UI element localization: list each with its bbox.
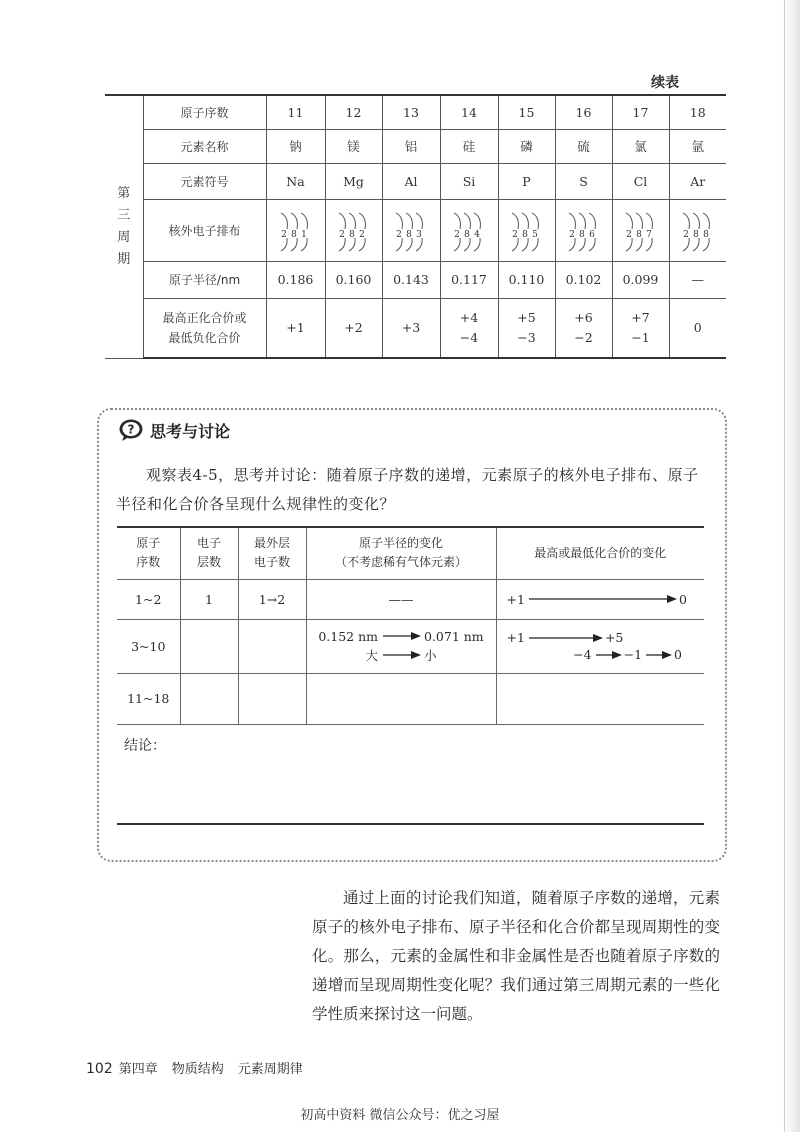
right-arrow-icon	[527, 594, 677, 604]
valence-cell	[498, 298, 555, 358]
page-footer	[86, 1058, 303, 1077]
discussion-header-row	[117, 527, 704, 579]
period-label-char: 三	[117, 207, 131, 223]
valence-label-line2: 最低负化合价	[168, 330, 241, 345]
min-valence: −1	[631, 329, 650, 345]
body-paragraph: 通过上面的讨论我们知道，随着原子序数的递增，元素原子的核外电子排布、原子半径和化合价都呈现周期性的变化。那么，元素的金属性和非金属性是否也随着原子序数的递增而呈现周期性变化呢？我们通过第三周期元素的一些化学性质来探讨这一问题。	[312, 889, 720, 1023]
header-text: （不考虑稀有气体元素）	[334, 555, 467, 570]
cell: 氩	[669, 129, 726, 163]
cell: 1~2	[117, 579, 180, 619]
shell-cell	[325, 199, 382, 261]
shell-electron-count: 2	[511, 230, 518, 240]
cell: S	[555, 163, 612, 199]
shell-arc	[396, 213, 402, 229]
discussion-title-text: 思考与讨论	[150, 421, 231, 441]
cell: 硫	[555, 129, 612, 163]
radius-to: 0.071 nm	[424, 628, 484, 644]
shell-arc	[454, 213, 460, 229]
shell-electron-count: 6	[588, 230, 595, 240]
shell-cell	[382, 199, 440, 261]
shell-arc	[512, 213, 518, 229]
electron-shell-icon	[618, 207, 664, 253]
cell: 3~10	[117, 619, 180, 673]
shell-arc	[339, 213, 345, 229]
cell: 磷	[498, 129, 555, 163]
discussion-table	[117, 526, 704, 725]
cell: Na	[266, 163, 325, 199]
arrow-line	[497, 647, 705, 662]
row-label: 原子序数	[143, 95, 266, 129]
right-arrow-icon	[381, 631, 421, 641]
shell-arc	[579, 213, 585, 229]
max-valence: +4	[459, 309, 479, 325]
shell-electron-count: 8	[464, 230, 470, 240]
cell: 0.186	[266, 261, 325, 298]
size-from: 大	[365, 647, 378, 663]
header-cell	[238, 527, 306, 579]
valence-change-cell	[496, 619, 704, 673]
cell: 1	[180, 579, 238, 619]
header-text: 电子	[196, 536, 221, 551]
header-text: 原子半径的变化	[358, 536, 443, 551]
cell: 钠	[266, 129, 325, 163]
shell-cell	[555, 199, 612, 261]
cell: Al	[382, 163, 440, 199]
shell-electron-count: 2	[280, 230, 287, 240]
min-valence: −4	[459, 329, 479, 345]
row-electron-config	[105, 199, 726, 261]
shell-cell	[266, 199, 325, 261]
shell-arc	[636, 213, 642, 229]
arrow-line	[307, 646, 496, 664]
header-text: 原子	[136, 536, 161, 551]
shell-arc	[281, 213, 287, 229]
electron-shell-icon	[675, 207, 721, 253]
row-atomic-number	[105, 95, 726, 129]
continued-table-label: 续表	[651, 75, 679, 91]
cell: 镁	[325, 129, 382, 163]
period-label-char: 第	[117, 185, 131, 201]
period-label-char: 周	[117, 229, 131, 245]
page-number: 102	[86, 1061, 113, 1077]
shell-arc	[406, 213, 412, 229]
cell: Ar	[669, 163, 726, 199]
valence-label-line1: 最高正化合价或	[162, 310, 247, 325]
period-label-cell	[105, 95, 143, 358]
radius-change-cell	[306, 619, 496, 673]
cell	[180, 619, 238, 673]
electron-shell-icon	[273, 207, 319, 253]
cell: 氯	[612, 129, 669, 163]
min-valence: −2	[574, 329, 593, 345]
valence-cell	[382, 298, 440, 358]
valence-cell	[266, 298, 325, 358]
shell-electron-count: 8	[348, 230, 355, 240]
cell: 11~18	[117, 673, 180, 724]
shell-cell	[612, 199, 669, 261]
page-edge-line	[784, 0, 785, 1132]
arrow-line	[307, 629, 496, 644]
cell: 13	[382, 95, 440, 129]
shell-arc	[291, 213, 297, 229]
right-arrow-icon	[527, 633, 603, 643]
cell: 0.117	[440, 261, 498, 298]
row-label	[143, 298, 266, 358]
cell: 17	[612, 95, 669, 129]
cell: 15	[498, 95, 555, 129]
row-label: 核外电子排布	[143, 199, 266, 261]
right-arrow-icon	[381, 650, 421, 660]
header-cell	[117, 527, 180, 579]
cell	[238, 619, 306, 673]
shell-arc	[683, 213, 689, 229]
shell-cell	[669, 199, 726, 261]
max-valence: +2	[344, 319, 363, 335]
header-text: 最高或最低化合价的变化	[534, 545, 667, 560]
cell: 0.102	[555, 261, 612, 298]
electron-shell-icon	[331, 207, 377, 253]
valence-change-cell	[496, 579, 704, 619]
header-text: 层数	[196, 555, 221, 570]
electron-shell-icon	[561, 207, 607, 253]
valence-cell	[612, 298, 669, 358]
cell: 14	[440, 95, 498, 129]
header-text: 序数	[136, 555, 161, 570]
electron-shell-icon	[388, 207, 434, 253]
cell: 0.110	[498, 261, 555, 298]
svg-text:?: ?	[127, 422, 135, 437]
cell	[496, 673, 704, 724]
cell: —	[669, 261, 726, 298]
cell	[306, 673, 496, 724]
shell-arc	[693, 213, 699, 229]
chapter: 第四章	[118, 1062, 158, 1077]
shell-electron-count: 8	[406, 230, 412, 240]
shell-arc	[532, 213, 538, 229]
shell-cell	[498, 199, 555, 261]
header-cell	[180, 527, 238, 579]
table-row	[117, 673, 704, 724]
row-element-symbol	[105, 163, 726, 199]
shell-arc	[646, 213, 652, 229]
discussion-question: 观察表4-5，思考并讨论：随着原子序数的递增，元素原子的核外电子排布、原子半径和化合价各呈现什么规律性的变化？	[116, 466, 699, 513]
cell: Cl	[612, 163, 669, 199]
header-text: 电子数	[253, 555, 290, 570]
cell	[238, 673, 306, 724]
min-valence: −3	[517, 329, 536, 345]
cell	[180, 673, 238, 724]
header-cell	[496, 527, 704, 579]
cell: Si	[440, 163, 498, 199]
shell-cell	[440, 199, 498, 261]
right-arrow-icon	[594, 650, 622, 660]
shell-electron-count: 4	[474, 230, 480, 240]
arrow-line	[497, 592, 705, 607]
shell-arc	[474, 213, 480, 229]
shell-electron-count: 8	[290, 230, 297, 240]
cell: Mg	[325, 163, 382, 199]
shell-electron-count: 3	[416, 230, 422, 240]
val-from: +1	[506, 591, 525, 607]
shell-arc	[416, 213, 422, 229]
cell: P	[498, 163, 555, 199]
chapter-title: 物质结构	[171, 1062, 224, 1077]
shell-electron-count: 2	[682, 230, 689, 240]
discussion-title	[118, 418, 230, 442]
val-from: +1	[506, 630, 525, 645]
question-bubble-icon	[118, 418, 144, 442]
cell: 12	[325, 95, 382, 129]
size-to: 小	[424, 647, 437, 663]
max-valence: +6	[574, 309, 593, 325]
valence-cell	[555, 298, 612, 358]
radius-from: 0.152 nm	[318, 628, 378, 644]
arrow-line	[497, 630, 705, 645]
period-label-char: 期	[117, 251, 131, 267]
cell: 16	[555, 95, 612, 129]
electron-shell-icon	[504, 207, 550, 253]
table-row	[117, 579, 704, 619]
max-valence: +7	[631, 309, 650, 325]
row-valence	[105, 298, 726, 358]
max-valence: 0	[693, 319, 702, 335]
table-row	[117, 619, 704, 673]
header-cell	[306, 527, 496, 579]
shell-electron-count: 8	[692, 230, 699, 240]
row-atomic-radius	[105, 261, 726, 298]
right-arrow-icon	[644, 650, 672, 660]
cell: 0.143	[382, 261, 440, 298]
max-valence: +3	[401, 319, 421, 335]
valence-cell	[440, 298, 498, 358]
shell-electron-count: 2	[358, 230, 365, 240]
cell: 铝	[382, 129, 440, 163]
cell: 硅	[440, 129, 498, 163]
valence-cell	[325, 298, 382, 358]
shell-electron-count: 5	[531, 230, 538, 240]
shell-arc	[569, 213, 575, 229]
val-to: 0	[678, 591, 687, 607]
valence-cell	[669, 298, 726, 358]
neg-to: 0	[674, 647, 682, 662]
row-label: 原子半径/nm	[143, 261, 266, 298]
shell-electron-count: 2	[338, 230, 345, 240]
shell-electron-count: 2	[454, 230, 460, 240]
shell-electron-count: 8	[702, 230, 709, 240]
shell-electron-count: 8	[578, 230, 585, 240]
cell: 11	[266, 95, 325, 129]
shell-arc	[464, 213, 470, 229]
cell: 18	[669, 95, 726, 129]
row-label: 元素符号	[143, 163, 266, 199]
shell-arc	[301, 213, 307, 229]
cell: 0.099	[612, 261, 669, 298]
header-text: 最外层	[253, 536, 290, 551]
shell-arc	[626, 213, 632, 229]
row-label: 元素名称	[143, 129, 266, 163]
shell-arc	[522, 213, 528, 229]
shell-electron-count: 8	[521, 230, 528, 240]
watermark: 初高中资料 微信公众号：优之习屋	[300, 1108, 500, 1123]
shell-arc	[359, 213, 365, 229]
shell-electron-count: 2	[396, 230, 402, 240]
electron-shell-icon	[446, 207, 492, 253]
period-three-table	[105, 94, 726, 359]
cell: 0.160	[325, 261, 382, 298]
shell-electron-count: 8	[635, 230, 642, 240]
cell: ——	[306, 579, 496, 619]
shell-electron-count: 2	[568, 230, 575, 240]
val-to: +5	[604, 630, 624, 645]
max-valence: +5	[517, 309, 536, 325]
shell-electron-count: 1	[300, 230, 307, 240]
section-title: 元素周期律	[237, 1062, 303, 1077]
shell-arc	[703, 213, 709, 229]
shell-electron-count: 2	[625, 230, 632, 240]
row-element-name	[105, 129, 726, 163]
shell-arc	[349, 213, 355, 229]
neg-from: −4	[573, 647, 592, 662]
neg-mid: −1	[623, 647, 643, 662]
max-valence: +1	[286, 319, 305, 335]
shell-arc	[589, 213, 595, 229]
cell: 1→2	[238, 579, 306, 619]
conclusion-label: 结论：	[124, 738, 166, 754]
conclusion-rule	[117, 823, 704, 825]
shell-electron-count: 7	[645, 230, 652, 240]
